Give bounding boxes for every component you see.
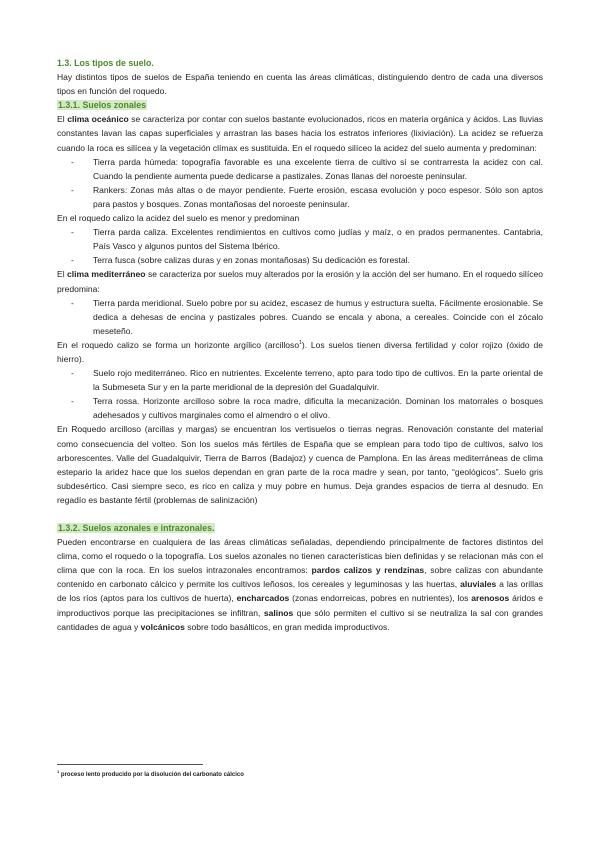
- intro-paragraph: Hay distintos tipos de suelos de España teniendo en cuenta las áreas climáticas, distinguiendo dentro de cada una diversos tipos en función del roquedo.: [57, 72, 543, 97]
- oceanic-siliceous-list: [57, 155, 543, 211]
- footnote-ref[interactable]: 1: [299, 340, 302, 347]
- heading-zonales: 1.3.1. Suelos zonales: [58, 100, 147, 111]
- list-item: - Terra fusca (sobre calizas duras y en zonas montañosas) Su dedicación es forestal.: [57, 253, 543, 267]
- med-calcareous-list: [57, 366, 543, 422]
- closing-paragraph: En Roquedo arcilloso (arcillas y margas) se encuentran los vertisuelos o tierras negras. Renovación constante del material como consecuencia del volteo. Son los suelos más fértiles de España que se emplean para todo tipo de cultivos, salvo los arborescentes. Valle del Guadalquivir, Tierra de Barros (Badajoz) y cuenca de Pamplona. En las áreas mediterráneas de clima estepario la aridez hace que los suelos dependan en gran parte de la roca madre y sean, por tanto, “geológicos”. Suelo gris subdesértico. Casi siempre seco, es rico en caliza y muy pobre en humus. Deja grandes espacios de tierra al desnudo. En regadío es bastante fértil (problemas de salinización): [57, 424, 543, 505]
- oceanic-paragraph: El clima oceánico se caracteriza por contar con suelos bastante evolucionados, ricos en materia orgánica y ácidos. Las lluvias constantes lavan las capas superficiales y arrastran las bases hacia los estratos inferiores (lixiviación). La acidez se refuerza cuando la roca es silícea y la vegetación clímax es sustituida. En el roquedo silíceo la acidez del suelo aumenta y predominan:: [57, 114, 543, 153]
- azonales-paragraph: Pueden encontrarse en cualquiera de las áreas climáticas señaladas, dependiendo principalmente de factores distintos del clima, como el roquedo o la topografía. Los suelos azonales no tienen características bien definidas y se relacionan más con el clima que con la roca. En los suelos intrazonales encontramos: pardos calizos y rendzinas, sobre calizas con abundante contenido en carbonato cálcico y permite los cultivos leñosos, los cereales y leguminosas y las huertas, aluviales a las orillas de los ríos (aptos para los cultivos de huerta), encharcados (zonas endorreicas, pobres en nutrientes), los arenosos áridos e improductivos porque las precipitaciones se infiltran, salinos que sólo permiten el cultivo si se neutraliza la sal con grandes cantidades de agua y volcánicos sobre todo basálticos, en gran medida improductivos.: [57, 537, 543, 632]
- med-calcareous-paragraph: En el roquedo calizo se forma un horizonte argílico (arcilloso$^1$). Los suelos tienen diversa fertilidad y color rojizo (óxido de hierro).: [57, 339, 544, 364]
- list-item: - Suelo rojo mediterráneo. Rico en nutrientes. Excelente terreno, apto para todo tipo de cultivos. En la parte oriental de la Submeseta Sur y en la parte meridional de la depresión del Guadalquivir.: [57, 366, 543, 394]
- heading-azonales: 1.3.2. Suelos azonales e intrazonales.: [58, 523, 215, 533]
- list-item: - Tierra parda húmeda: topografía favorable es una excelente tierra de cultivo si se contrarresta la acidez con cal. Cuando la pendiente aumenta puede dedicarse a pastizales. Zonas llanas del noroeste peninsular.: [57, 155, 543, 183]
- term-mediterranean: clima mediterráneo: [67, 269, 146, 280]
- term-oceanic: clima oceánico: [67, 114, 129, 125]
- list-item: - Tierra parda caliza. Excelentes rendimientos en cultivos como judías y maíz, o en prados permanentes. Cantabria, País Vasco y algunos puntos del Sistema Ibérico.: [57, 225, 543, 253]
- footnote-separator: [57, 764, 203, 765]
- med-siliceous-list: [57, 296, 543, 338]
- list-item: - Tierra parda meridional. Suelo pobre por su acidez, escasez de humus y estructura suelta. Fácilmente erosionable. Se dedica a dehesas de encina y pastizales pobres. Cuando se encala y abona, a cereales. Coincide con el zócalo meseteño.: [57, 296, 543, 338]
- footnote: $^1$ proceso lento producido por la disolución del carbonato cálcico: [57, 769, 244, 778]
- list-item: - Rankers: Zonas más altas o de mayor pendiente. Fuerte erosión, escasa evolución y poco espesor. Sólo son aptos para pastos y bosques. Zonas montañosas del noroeste peninsular.: [57, 183, 543, 211]
- document-body: [57, 56, 543, 634]
- oceanic-calcareous-list: [57, 225, 543, 267]
- section-title: 1.3. Los tipos de suelo.: [57, 58, 154, 68]
- calcareous-intro: En el roquedo calizo la acidez del suelo es menor y predominan: [57, 213, 300, 224]
- mediterranean-paragraph: El clima mediterráneo se caracteriza por suelos muy alterados por la erosión y la acción del ser humano. En el roquedo silíceo predomina:: [57, 269, 543, 294]
- list-item: - Terra rossa. Horizonte arcilloso sobre la roca madre, dificulta la mecanización. Dominan los matorrales o bosques adehesados y cultivos marginales como el almendro o el olivo.: [57, 394, 543, 422]
